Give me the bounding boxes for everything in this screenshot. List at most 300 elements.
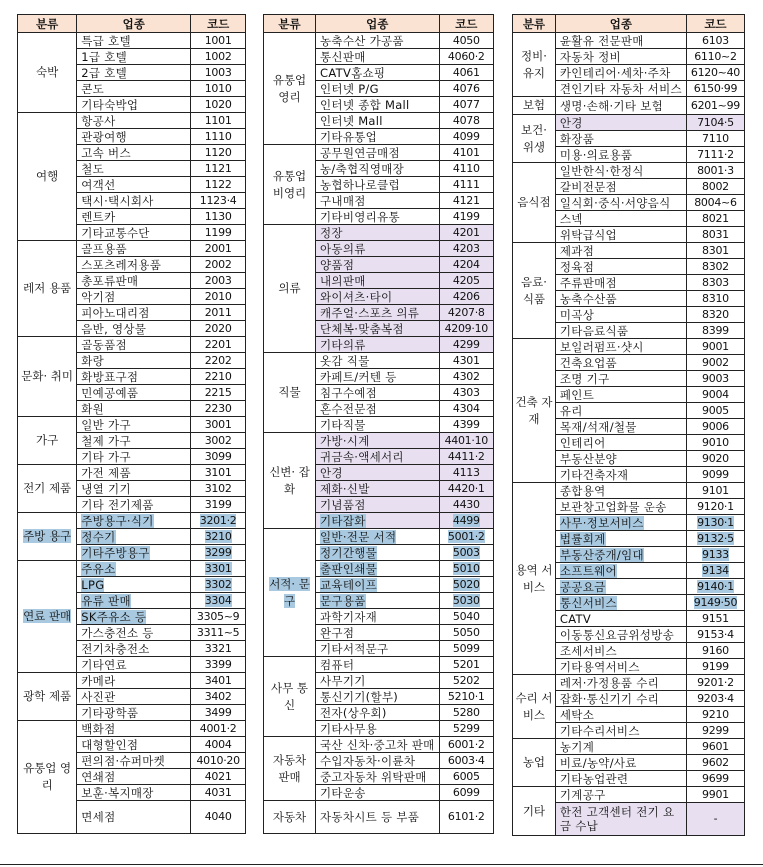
business-name-cell	[77, 705, 191, 721]
business-code: 4101	[452, 145, 480, 159]
business-name-cell	[555, 499, 686, 515]
business-name-cell	[316, 625, 440, 641]
business-name-cell	[555, 195, 686, 211]
code-cell	[191, 689, 246, 705]
business-name: 기타농업관련	[559, 771, 629, 786]
business-name: 목재/석재/철물	[559, 419, 637, 434]
business-name: 피아노대리점	[81, 305, 150, 320]
business-name: 정육점	[559, 259, 595, 274]
business-name: 아동의류	[320, 241, 366, 256]
business-name-cell	[316, 705, 440, 721]
code-cell	[439, 769, 493, 785]
code-cell	[191, 321, 246, 337]
code-cell	[191, 273, 246, 289]
business-code: 9149·50	[693, 595, 738, 609]
business-name-cell	[555, 291, 686, 307]
business-name: 농기계	[559, 739, 595, 754]
table-row	[18, 513, 246, 529]
business-name-cell	[555, 563, 686, 579]
business-name: 한전 고객센터 전기 요금 수납	[559, 805, 675, 833]
category-label: 음식점	[517, 195, 551, 209]
business-name-cell	[77, 33, 191, 49]
business-name-cell	[77, 401, 191, 417]
code-cell	[439, 289, 493, 305]
business-name: 공공요금	[559, 579, 606, 594]
business-code: 4303	[452, 385, 480, 399]
business-code: 5201	[452, 657, 480, 671]
business-code: 9160	[702, 643, 729, 657]
table-row	[264, 145, 494, 161]
business-code: 3305~9	[196, 609, 240, 623]
category-cell	[18, 561, 77, 673]
business-name: 렌트카	[81, 209, 116, 224]
code-cell	[686, 323, 744, 339]
category-label: 보험	[522, 98, 546, 112]
business-code: 9299	[702, 723, 729, 737]
business-name-cell	[77, 641, 191, 657]
business-name-cell	[555, 595, 686, 611]
business-name-cell	[77, 177, 191, 193]
business-code: 9153·4	[697, 627, 734, 641]
business-code: 4420·1	[447, 481, 485, 495]
business-name-cell	[77, 385, 191, 401]
business-name-cell	[555, 531, 686, 547]
business-name-cell	[77, 193, 191, 209]
business-name: 인터넷 Mall	[320, 113, 383, 128]
business-code: 8031	[702, 227, 729, 241]
business-name: 택시·택시회사	[81, 193, 154, 208]
business-name: 정기간행물	[320, 545, 378, 560]
business-name: 구내매점	[320, 193, 366, 208]
code-cell	[191, 177, 246, 193]
code-cell	[439, 593, 493, 609]
business-name: 전기차충전소	[81, 641, 150, 656]
business-name-cell	[316, 561, 440, 577]
business-name-cell	[77, 465, 191, 481]
category-cell	[264, 737, 316, 801]
business-name: 고속 버스	[81, 145, 131, 160]
code-cell	[686, 275, 744, 291]
business-code: 4031	[204, 785, 232, 799]
code-cell	[686, 483, 744, 499]
header-row	[18, 15, 246, 33]
business-name: 과학기자재	[320, 609, 378, 624]
code-cell	[191, 289, 246, 305]
business-name: 단체복·맞춤복점	[320, 321, 404, 336]
code-cell	[439, 81, 493, 97]
business-name: 레저·가정용품 수리	[559, 675, 660, 690]
business-name-cell	[77, 241, 191, 257]
category-label: 사무 통신	[271, 680, 308, 712]
code-cell	[439, 657, 493, 673]
business-code: 1121	[204, 161, 232, 175]
business-code: 2011	[204, 305, 232, 319]
business-name: 카페트/커텐 등	[320, 369, 397, 384]
code-cell	[686, 611, 744, 627]
business-name-cell	[316, 161, 440, 177]
code-cell	[191, 737, 246, 753]
category-label: 직물	[278, 385, 301, 399]
business-name: 문구용품	[320, 593, 366, 608]
business-name: 조세서비스	[559, 643, 617, 658]
business-code: 8001·3	[697, 163, 734, 177]
business-code: 9003	[702, 371, 729, 385]
business-name: 와이셔츠·타이	[320, 289, 393, 304]
table-row	[264, 353, 494, 369]
code-cell	[686, 691, 744, 707]
business-name-cell	[555, 371, 686, 387]
business-code: 6201~99	[690, 98, 740, 112]
business-name: 이동통신요금위성방송	[559, 627, 674, 642]
business-code: 5030	[452, 593, 480, 607]
category-label: 레저 용품	[23, 281, 72, 295]
business-name-cell	[316, 673, 440, 689]
business-name: CATV홈쇼핑	[320, 65, 386, 80]
code-cell	[686, 307, 744, 323]
business-name-cell	[316, 737, 440, 753]
code-cell	[439, 433, 493, 449]
code-cell	[439, 625, 493, 641]
category-cell	[18, 241, 77, 337]
business-name: 관광여행	[81, 129, 127, 144]
business-name: 침구수예점	[320, 385, 378, 400]
category-cell	[18, 721, 77, 834]
code-cell	[439, 673, 493, 689]
business-name: 잡화·통신기기 수리	[559, 691, 660, 706]
code-cell	[686, 339, 744, 355]
code-cell	[686, 595, 744, 611]
business-name-cell	[555, 243, 686, 259]
code-cell	[191, 353, 246, 369]
business-name: 농축수산품	[559, 291, 617, 306]
business-code: 3099	[204, 449, 232, 463]
code-cell	[686, 643, 744, 659]
business-name: 통신판매	[320, 49, 366, 64]
business-name: 농협하나로클럽	[320, 177, 400, 192]
table-row	[18, 465, 246, 481]
business-name-cell	[77, 593, 191, 609]
business-name: 양품점	[320, 257, 355, 272]
business-name-cell	[555, 723, 686, 739]
code-cell	[686, 787, 744, 803]
business-name-cell	[316, 81, 440, 97]
business-name-cell	[316, 545, 440, 561]
business-name: 카메라	[81, 673, 116, 688]
business-code: 4199	[452, 209, 480, 223]
code-cell	[191, 417, 246, 433]
business-name-cell	[555, 403, 686, 419]
business-name: CATV	[559, 611, 591, 626]
table-row	[513, 675, 745, 691]
business-name: 사무·정보서비스	[559, 515, 644, 530]
business-name: 농/축협직영매장	[320, 161, 405, 176]
code-cell	[191, 641, 246, 657]
business-name: 제화·신발	[320, 481, 370, 496]
business-name-cell	[77, 113, 191, 129]
business-name-cell	[77, 161, 191, 177]
code-cell	[439, 721, 493, 737]
business-code-table-3	[512, 14, 745, 836]
business-name: 철제 가구	[81, 433, 131, 448]
business-code: 2003	[204, 273, 232, 287]
header-code: 코드	[191, 15, 246, 33]
business-code: 9005	[702, 403, 729, 417]
business-code: 4021	[204, 769, 232, 783]
business-code: 9132·5	[697, 531, 734, 545]
business-name-cell	[316, 273, 440, 289]
table-row	[18, 113, 246, 129]
category-label: 연료 판매	[23, 609, 72, 623]
business-code: 9099	[702, 467, 729, 481]
business-code: 3002	[204, 433, 232, 447]
code-cell	[439, 497, 493, 513]
business-name: 미곡상	[559, 307, 595, 322]
business-code: 3321	[204, 641, 232, 655]
business-name: 기타 전기제품	[81, 497, 154, 512]
business-name: 세탁소	[559, 707, 595, 722]
business-name-cell	[316, 481, 440, 497]
business-code: 4077	[452, 97, 480, 111]
business-name-cell	[77, 81, 191, 97]
code-cell	[191, 465, 246, 481]
business-code: 4304	[452, 401, 480, 415]
business-name: 민예공예품	[81, 385, 139, 400]
business-code: 7104·5	[697, 115, 734, 129]
code-cell	[686, 563, 744, 579]
business-code: 9101	[702, 483, 729, 497]
code-cell	[439, 737, 493, 753]
business-name: 자동차시트 등 부품	[320, 810, 420, 824]
business-name: 백화점	[81, 721, 116, 736]
code-cell	[191, 513, 246, 529]
business-name-cell	[316, 513, 440, 529]
business-code: 4060·2	[447, 49, 485, 63]
business-name: 여객선	[81, 177, 116, 192]
business-name: 중고자동차 위탁판매	[320, 769, 427, 784]
business-name: 기타운송	[320, 785, 366, 800]
business-code: 9140·1	[697, 579, 734, 593]
business-name: 기타음료식품	[559, 323, 629, 338]
code-cell	[686, 739, 744, 755]
business-code: 3302	[204, 577, 232, 591]
business-code: 2210	[204, 369, 232, 383]
code-cell	[686, 49, 744, 65]
table-row	[264, 737, 494, 753]
business-code: 3101	[204, 465, 232, 479]
business-name: 화랑	[81, 353, 105, 368]
code-cell	[191, 433, 246, 449]
business-name-cell	[555, 163, 686, 179]
header-business: 업종	[316, 15, 440, 33]
table-row	[264, 433, 494, 449]
business-name-cell	[77, 609, 191, 625]
business-code: 5299	[452, 721, 480, 735]
business-code: 4206	[452, 289, 480, 303]
business-name-cell	[555, 275, 686, 291]
code-cell	[439, 369, 493, 385]
category-label: 건축 자재	[515, 394, 553, 426]
category-label: 보건· 위생	[521, 122, 547, 154]
business-name-cell	[555, 547, 686, 563]
business-name-cell	[555, 387, 686, 403]
table-row	[513, 787, 745, 803]
business-name-cell	[77, 305, 191, 321]
business-code: 9699	[702, 771, 729, 785]
category-label: 음료· 식품	[521, 274, 547, 306]
code-cell	[439, 145, 493, 161]
business-name: 수입자동차·이륜차	[320, 753, 416, 768]
business-code: 4399	[452, 417, 480, 431]
business-name: 안경	[320, 465, 343, 480]
category-label: 신변· 잡화	[269, 464, 310, 496]
code-cell	[686, 259, 744, 275]
business-code: 9006	[702, 419, 729, 433]
business-name: 귀금속·액세서리	[320, 449, 404, 464]
business-code: 5099	[452, 641, 480, 655]
category-cell	[18, 33, 77, 113]
business-code: 4001·2	[199, 721, 237, 735]
code-cell	[686, 419, 744, 435]
business-code: 4078	[452, 113, 480, 127]
business-code: 9001	[702, 339, 729, 353]
business-code: 1003	[204, 65, 232, 79]
code-cell	[191, 401, 246, 417]
code-cell	[686, 291, 744, 307]
business-name: 갈비전문점	[559, 179, 617, 194]
business-name-cell	[77, 753, 191, 769]
table-row	[264, 657, 494, 673]
business-name-cell	[77, 289, 191, 305]
code-cell	[439, 353, 493, 369]
business-code: 4207·8	[447, 305, 485, 319]
code-cell	[439, 225, 493, 241]
business-name: 가전 제품	[81, 465, 131, 480]
business-code: 9602	[702, 755, 729, 769]
code-cell	[191, 561, 246, 577]
business-code: 3201·2	[199, 513, 237, 527]
code-cell	[439, 801, 493, 834]
table-row	[264, 33, 494, 49]
business-name-cell	[77, 209, 191, 225]
business-name-cell	[77, 145, 191, 161]
business-name: 기타의류	[320, 337, 366, 352]
table-row	[513, 739, 745, 755]
business-name-cell	[316, 753, 440, 769]
business-name-cell	[555, 579, 686, 595]
business-code: 6005	[452, 769, 480, 783]
category-label: 전기 제품	[23, 481, 72, 495]
table-row	[18, 241, 246, 257]
business-name: 기타건축자재	[559, 467, 629, 482]
business-code: 9199	[702, 659, 729, 673]
business-name: 컴퓨터	[320, 657, 355, 672]
business-name-cell	[77, 545, 191, 561]
code-cell	[191, 161, 246, 177]
business-name: 2급 호텔	[81, 65, 128, 80]
business-code: 4430	[452, 497, 480, 511]
business-name-cell	[316, 129, 440, 145]
business-code: 8002	[702, 179, 729, 193]
business-name: 정장	[320, 225, 343, 240]
business-code: 9010	[702, 435, 729, 449]
business-name: 냉열 기기	[81, 481, 131, 496]
table-row	[513, 115, 745, 131]
code-cell	[439, 529, 493, 545]
business-name: 인터넷 P/G	[320, 81, 379, 96]
business-name-cell	[316, 353, 440, 369]
category-label: 농업	[522, 755, 546, 769]
business-name-cell	[555, 419, 686, 435]
code-cell	[686, 81, 744, 97]
business-name: 건축요업품	[559, 355, 617, 370]
business-name: 캐주얼·스포츠 의류	[320, 305, 420, 320]
code-cell	[191, 113, 246, 129]
business-code: 5050	[452, 625, 480, 639]
business-name-cell	[316, 209, 440, 225]
business-name: 제과점	[559, 243, 595, 258]
business-name-cell	[316, 433, 440, 449]
business-code: 9004	[702, 387, 729, 401]
code-cell	[439, 209, 493, 225]
code-cell	[439, 129, 493, 145]
business-name-cell	[316, 577, 440, 593]
business-code: 1130	[204, 209, 232, 223]
business-name: 미용·의료용품	[559, 147, 633, 162]
header-code: 코드	[439, 15, 493, 33]
business-name: 생명·손해·기타 보험	[559, 98, 664, 113]
business-name-cell	[316, 417, 440, 433]
business-name-cell	[316, 401, 440, 417]
business-name-cell	[316, 785, 440, 801]
business-name: 가스충전소 등	[81, 625, 154, 640]
business-code: 6101·2	[447, 810, 485, 823]
business-code: 9134	[702, 563, 729, 577]
business-code: 6150·99	[693, 81, 738, 95]
code-cell	[191, 241, 246, 257]
code-cell	[439, 321, 493, 337]
business-name: 편의점·슈퍼마켓	[81, 753, 166, 768]
code-cell	[439, 241, 493, 257]
business-code: 6003·4	[447, 753, 485, 767]
business-name-cell	[77, 273, 191, 289]
header-row	[513, 15, 745, 33]
business-name: 카인테리어·세차·주차	[559, 65, 671, 80]
business-code: 3311~5	[196, 625, 240, 639]
code-cell	[439, 689, 493, 705]
business-name: 기타숙박업	[81, 97, 139, 112]
business-code: 2201	[204, 337, 232, 351]
code-cell	[439, 161, 493, 177]
business-name: 출판인쇄물	[320, 561, 378, 576]
business-name: 항공사	[81, 113, 116, 128]
category-cell	[513, 163, 556, 243]
business-code: 9901	[702, 787, 729, 801]
business-code: 9133	[702, 547, 729, 561]
table-row	[513, 339, 745, 355]
business-code: 8310	[702, 291, 729, 305]
code-cell	[686, 97, 744, 115]
business-name-cell	[316, 497, 440, 513]
category-label: 수리 서비스	[515, 690, 553, 722]
business-name: 조명 기구	[559, 371, 610, 386]
business-code: 4203	[452, 241, 480, 255]
code-cell	[191, 97, 246, 113]
business-name-cell	[555, 515, 686, 531]
code-cell	[191, 801, 246, 834]
business-code: 9020	[702, 451, 729, 465]
code-cell	[191, 481, 246, 497]
business-code: 4301	[452, 353, 480, 367]
